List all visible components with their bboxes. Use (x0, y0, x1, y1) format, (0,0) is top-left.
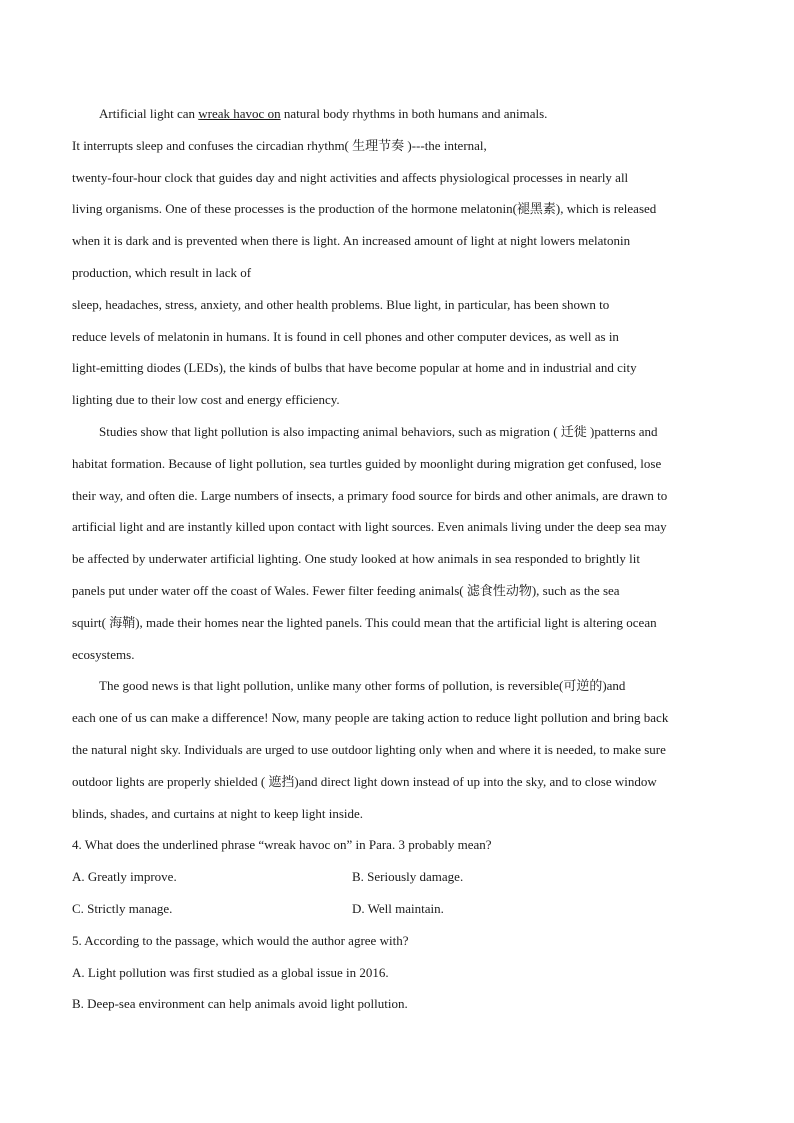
paragraph-line: sleep, headaches, stress, anxiety, and other health problems. Blue light, in particular, has been shown to (72, 296, 610, 312)
paragraph-line: twenty-four-hour clock that guides day and night activities and affects physiological processes in nearly all (72, 169, 629, 185)
paragraph-line: Studies show that light pollution is also impacting animal behaviors, such as migration ( 迁徙 )patterns and (99, 423, 658, 439)
paragraph-line: habitat formation. Because of light pollution, sea turtles guided by moonlight during migration get confused, lose (72, 455, 662, 471)
paragraph-5 (72, 670, 718, 829)
paragraph-line: when it is dark and is prevented when there is light. An increased amount of light at night lowers melatonin (72, 233, 631, 249)
underlined-phrase: wreak havoc on (198, 106, 281, 121)
option-d[interactable]: D. Well maintain. (352, 900, 444, 916)
paragraph-line: lighting due to their low cost and energy efficiency. (72, 392, 340, 408)
question-5 (72, 925, 718, 1020)
option-c[interactable]: C. Strictly manage. (72, 900, 173, 916)
question-stem: 5. According to the passage, which would the author agree with? (72, 932, 409, 948)
question-4 (72, 829, 718, 924)
question-stem: 4. What does the underlined phrase “wreak havoc on” in Para. 3 probably mean? (72, 837, 492, 853)
paragraph-line: artificial light and are instantly killed upon contact with light sources. Even animals living under the deep sea may (72, 519, 667, 535)
paragraph-line: It interrupts sleep and confuses the circadian rhythm( 生理节奏 )---the internal, (72, 137, 487, 153)
document-page (72, 98, 718, 1020)
paragraph-line: ecosystems. (72, 646, 135, 662)
paragraph-line: blinds, shades, and curtains at night to keep light inside. (72, 805, 364, 821)
paragraph-line: production, which result in lack of (72, 264, 252, 280)
paragraph-line: squirt( 海鞘), made their homes near the lighted panels. This could mean that the artificial light is altering ocean (72, 614, 657, 630)
paragraph-line: their way, and often die. Large numbers of insects, a primary food source for birds and other animals, are drawn to (72, 487, 668, 503)
option-a[interactable]: A. Light pollution was first studied as a global issue in 2016. (72, 964, 389, 980)
paragraph-line: light-emitting diodes (LEDs), the kinds of bulbs that have become popular at home and in industrial and city (72, 360, 637, 376)
paragraph-line: be affected by underwater artificial lighting. One study looked at how animals in sea responded to brightly lit (72, 551, 640, 567)
option-b[interactable]: B. Seriously damage. (352, 869, 464, 885)
paragraph-line: Artificial light can wreak havoc on natural body rhythms in both humans and animals. (99, 106, 548, 121)
paragraph-line: each one of us can make a difference! Now, many people are taking action to reduce light pollution and bring back (72, 710, 669, 726)
paragraph-line: panels put under water off the coast of Wales. Fewer filter feeding animals( 滤食性动物), such as the sea (72, 582, 620, 598)
option-a[interactable]: A. Greatly improve. (72, 869, 177, 885)
paragraph-line: living organisms. One of these processes is the production of the hormone melatonin(褪黑素), which is released (72, 201, 657, 217)
paragraph-line: The good news is that light pollution, unlike many other forms of pollution, is reversible(可逆的)and (99, 678, 626, 694)
paragraph-line: outdoor lights are properly shielded ( 遮挡)and direct light down instead of up into the sky, and to close window (72, 773, 657, 789)
paragraph-4 (72, 416, 718, 670)
options-row (72, 861, 718, 893)
options-row (72, 893, 718, 925)
paragraph-line: reduce levels of melatonin in humans. It is found in cell phones and other computer devices, as well as in (72, 328, 619, 344)
paragraph-3 (72, 98, 718, 416)
option-b[interactable]: B. Deep-sea environment can help animals avoid light pollution. (72, 996, 408, 1012)
paragraph-line: the natural night sky. Individuals are urged to use outdoor lighting only when and where it is needed, to make sure (72, 741, 666, 757)
